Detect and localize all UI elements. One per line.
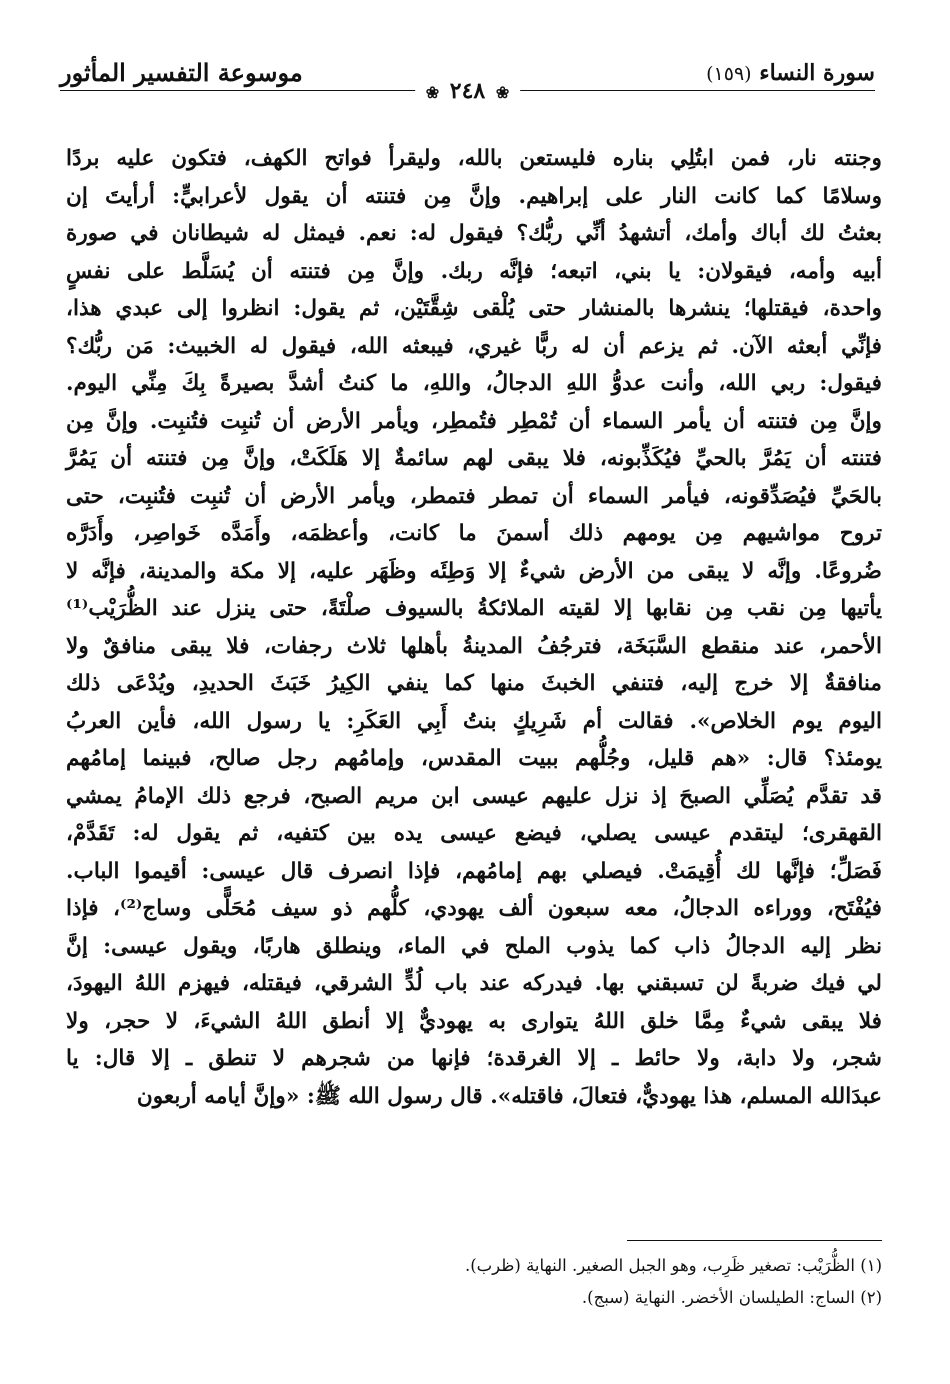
text-line: الأحمر، عند منقطع السَّبَخَة، فترجُفُ المدينةُ بأهلها ثلاث رجفات، فلا يبقى منافقٌ ولا (66, 633, 882, 659)
text-line: واحدة، فيقتلها؛ ينشرها بالمنشار حتى يُلْقى شِقَّتَيْن، ثم يقول: انظروا إلى عبدي هذا، (66, 296, 882, 321)
page-number-block (415, 78, 521, 104)
text-line: وسلامًا كما كانت النار على إبراهيم. وإنَّ مِن فتنته أن يقول لأعرابيٍّ: أرأيتَ إن (66, 183, 882, 209)
text-line: يأتيها مِن نقب مِن نقابها إلا لقيته الملائكةُ بالسيوف صلْتَةً، حتى ينزل عند الظُّرَيْب⁽¹⁾ (66, 596, 882, 621)
text-line: شجر، ولا دابة، ولا حائط ـ إلا الغرقدة؛ فإنها من شجرهم لا تنطق ـ إلا قال: يا (66, 1046, 882, 1071)
ornament-icon: ❀ (425, 83, 440, 102)
text-line: اليوم يوم الخلاص». فقالت أم شَرِيكٍ بنتُ أَبِي العَكَرِ: يا رسول الله، فأين العربُ (66, 708, 882, 734)
ornament-icon: ❀ (495, 83, 510, 102)
page-header (60, 58, 875, 108)
surah-title: سورة النساء (759, 60, 875, 86)
text-line: فيُفْتَح، ووراءه الدجالُ، معه سبعون ألف يهودي، كلُّهم ذو سيف مُحَلًّى وساج⁽²⁾، فإذا (66, 896, 883, 921)
page-number: ٢٤٨ (449, 78, 486, 104)
verse-reference: (١٥٩) (706, 63, 752, 85)
text-line: القهقرى؛ ليتقدم عيسى يصلي، فيضع عيسى يده بين كتفيه، ثم يقول له: تَقَدَّمْ، (66, 821, 882, 846)
text-line: وإنَّ مِن فتنته أن يأمر السماء أن تُمْطِر فتُمطِر، ويأمر الأرض أن تُنبِت فتُنبِت. وإنَّ مِن (66, 408, 882, 434)
book-title: موسوعة التفسير المأثور (60, 58, 303, 87)
text-line: فلا يبقى شيءٌ مِمَّا خلق اللهُ يتوارى به يهوديٌّ إلا أنطق اللهُ الشيءَ، لا حجر، ولا (66, 1008, 882, 1034)
footnote-separator (627, 1240, 882, 1241)
text-line: لي فيك ضربةً لن تسبقني بها. فيدركه عند باب لُدٍّ الشرقي، فيقتله، فيهزم اللهُ اليهودَ، (66, 971, 882, 996)
text-line: بالحَيِّ فيُصَدِّقونه، فيأمر السماء أن تمطر فتمطر، ويأمر الأرض أن تُنبِت فتُنبِت، حتى (66, 483, 882, 509)
header-surah (706, 60, 875, 86)
text-line: منافقةٌ إلا خرج إليه، فتنفي الخبثَ منها كما ينفي الكِيرُ خَبَثَ الحديدِ، ويُدْعَى ذلك (66, 671, 882, 696)
text-line: ضُروعًا. وإنَّه لا يبقى من الأرض شيءٌ إلا وَطِئَه وظَهَر عليه، إلا مكة والمدينة، فإنَّه لا (66, 558, 882, 584)
text-line: يومئذ؟ قال: «هم قليل، وجُلُّهم ببيت المقدس، وإمامُهم رجل صالح، فبينما إمامُهم (66, 746, 882, 771)
main-text (66, 140, 882, 1115)
footnote: (٢) الساج: الطيلسان الأخضر. النهاية (سبج). (581, 1288, 882, 1307)
footnotes (66, 1250, 882, 1314)
text-line: أبيه وأمه، فيقولان: يا بني، اتبعه؛ فإنَّه ربك. وإنَّ مِن فتنته أن يُسَلَّط على نفسٍ (66, 258, 882, 284)
text-line: فإنِّي أبعثه الآن. ثم يزعم أن له ربًّا غيري، فيبعثه الله، فيقول له الخبيث: مَن ربُّك؟ (66, 333, 882, 359)
text-line: فتنته أن يَمُرَّ بالحيِّ فيُكَذِّبونه، فلا يبقى لهم سائمةٌ إلا هَلَكَتْ، وإنَّ مِن فتنته أن يَمُرَّ (66, 446, 882, 471)
text-line: فَصَلِّ؛ فإنَّها لك أُقِيمَتْ. فيصلي بهم إمامُهم، فإذا انصرف قال عيسى: أقيموا الباب. (66, 858, 882, 884)
text-line: عبدَالله المسلم، هذا يهوديٌّ، فتعالَ، فاقتله». قال رسول الله ﷺ: «وإنَّ أيامه أربعون (136, 1083, 882, 1109)
text-line: بعثتُ لك أباك وأمك، أتشهدُ أنِّي ربُّك؟ فيقول له: نعم. فيمثل له شيطانان في صورة (66, 221, 882, 246)
text-line: نظر إليه الدجالُ ذاب كما يذوب الملح في الماء، وينطلق هاربًا، ويقول عيسى: إنَّ (66, 933, 882, 959)
footnote: (١) الظُّرَيْب: تصغير ظَرِب، وهو الجبل الصغير. النهاية (ظرب). (464, 1256, 882, 1275)
text-line: وجنته نار، فمن ابتُلِي بناره فليستعن بالله، وليقرأ فواتح الكهف، فتكون عليه بردًا (66, 146, 882, 171)
text-line: فيقول: ربي الله، وأنت عدوُّ اللهِ الدجالُ، واللهِ، ما كنتُ أشدَّ بصيرةً بِكَ مِنِّي اليوم. (66, 371, 882, 396)
text-line: قد تقدَّم يُصَلِّي الصبحَ إذ نزل عليهم عيسى ابن مريم الصبح، فرجع ذلك الإمامُ يمشي (66, 783, 882, 809)
text-line: تروح مواشيهم مِن يومهم ذلك أسمنَ ما كانت، وأعظمَه، وأَمَدَّه خَواصِر، وأَدَرَّه (66, 521, 882, 546)
